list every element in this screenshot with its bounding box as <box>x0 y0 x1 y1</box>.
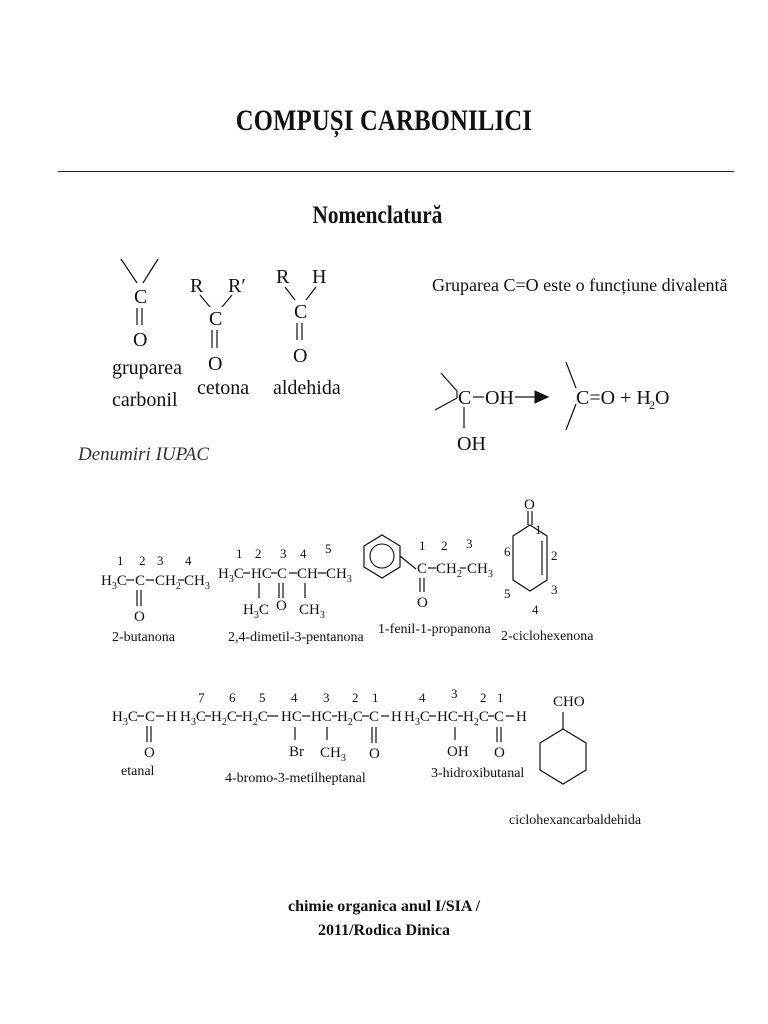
carbonyl-label-1: gruparea <box>112 357 182 379</box>
svg-text:CH2: $CH_2$ <box>436 561 462 580</box>
svg-text:H2C: $H_2C$ <box>463 709 489 728</box>
svg-text:H2C: $H_2C$ <box>337 709 363 728</box>
butanone-structure <box>101 553 210 645</box>
svg-text:R: R <box>276 266 290 288</box>
footer-line-1: chimie organica anul I/SIA / <box>287 898 481 915</box>
svg-text:4: 4 <box>291 690 298 705</box>
phenylpropanone-structure <box>364 535 493 637</box>
svg-text:C: C <box>369 709 380 725</box>
svg-text:O: O <box>524 497 535 513</box>
svg-text:C: C <box>417 561 428 577</box>
svg-text:3: 3 <box>551 582 558 597</box>
cyclohexenone-structure <box>501 497 594 644</box>
hydroxybutanal-structure <box>404 686 527 781</box>
svg-text:H: H <box>166 709 177 725</box>
bromomethylheptanal-structure <box>180 690 402 786</box>
svg-text:H2C: $H_2C$ <box>242 709 268 728</box>
svg-text:CH3: $CH_3$ <box>320 745 346 764</box>
svg-text:O: O <box>133 329 148 351</box>
svg-text:C: C <box>145 709 156 725</box>
svg-text:HC: HC <box>437 709 458 725</box>
section-heading: Nomenclatură <box>312 202 443 229</box>
svg-text:O: O <box>655 387 670 409</box>
svg-text:CH3: $CH_3$ <box>299 602 325 621</box>
page-title: COMPUȘI CARBONILICI <box>235 104 533 137</box>
svg-text:2: 2 <box>441 538 448 553</box>
ethanal-structure <box>112 709 177 779</box>
cyclohexane-ring-icon <box>540 729 586 784</box>
svg-text:C: C <box>209 308 223 330</box>
ketone-structure <box>190 275 249 399</box>
svg-text:H3C: $H_3C$ <box>404 709 430 728</box>
svg-text:2: 2 <box>352 690 359 705</box>
svg-text:1: 1 <box>117 553 124 568</box>
svg-text:1: 1 <box>419 538 426 553</box>
svg-text:6: 6 <box>504 544 511 559</box>
svg-text:4: 4 <box>419 690 426 705</box>
svg-text:CH3: $CH_3$ <box>326 566 352 585</box>
svg-text:HC: HC <box>311 709 332 725</box>
svg-text:3: 3 <box>466 536 473 551</box>
svg-text:O: O <box>276 598 287 614</box>
benzene-ring-icon <box>364 535 400 578</box>
svg-text:7: 7 <box>198 690 205 705</box>
svg-text:OH: OH <box>447 744 469 760</box>
svg-text:H2C: $H_2C$ <box>211 709 237 728</box>
svg-text:CH3: $CH_3$ <box>184 573 210 592</box>
svg-text:1: 1 <box>372 690 379 705</box>
svg-text:1: 1 <box>497 690 504 705</box>
svg-text:H: H <box>391 709 402 725</box>
svg-text:C: C <box>494 709 505 725</box>
svg-text:C: C <box>458 387 472 409</box>
svg-text:H: H <box>312 266 327 288</box>
svg-text:C: C <box>277 566 288 582</box>
svg-text:Br: Br <box>289 744 304 760</box>
bromomethylheptanal-name: 4-bromo-3-metilheptanal <box>225 771 366 786</box>
svg-text:O: O <box>208 353 223 375</box>
svg-text:O: O <box>144 745 155 761</box>
butanone-name: 2-butanona <box>112 630 175 645</box>
hydroxybutanal-name: 3-hidroxibutanal <box>431 766 525 781</box>
svg-text:C: C <box>134 286 148 308</box>
carbonyl-label-2: carbonil <box>112 389 178 411</box>
svg-text:1: 1 <box>535 522 542 537</box>
aldehyde-structure <box>273 266 341 399</box>
svg-text:CH: CH <box>297 566 318 582</box>
svg-text:H3C: $H_3C$ <box>101 573 127 592</box>
svg-text:H3C: $H_3C$ <box>218 566 244 585</box>
svg-text:5: 5 <box>504 586 511 601</box>
iupac-heading: Denumiri IUPAC <box>78 444 210 465</box>
svg-text:2: 2 <box>649 398 655 412</box>
gem-diol-dehydration <box>435 362 669 455</box>
ethanal-name: etanal <box>121 764 155 779</box>
svg-text:2: 2 <box>551 548 558 563</box>
divalent-note: Gruparea C=O este o funcțiune divalentă <box>432 275 728 295</box>
svg-text:3: 3 <box>157 553 164 568</box>
svg-text:HC: HC <box>281 709 302 725</box>
svg-text:O: O <box>134 609 145 625</box>
svg-text:3: 3 <box>323 690 330 705</box>
phenylpropanone-name: 1-fenil-1-propanona <box>378 622 491 637</box>
svg-text:3: 3 <box>451 686 458 701</box>
reaction-arrow-icon <box>535 391 548 403</box>
svg-text:5: 5 <box>259 690 266 705</box>
svg-text:HC: HC <box>251 566 272 582</box>
cyclohexanecarbaldehyde-name: ciclohexancarbaldehida <box>509 813 642 828</box>
svg-text:H3C: $H_3C$ <box>112 709 138 728</box>
svg-text:OH: OH <box>485 387 514 409</box>
svg-text:C: C <box>294 301 308 323</box>
svg-text:CH2: $CH_2$ <box>155 573 181 592</box>
svg-text:O: O <box>293 345 308 367</box>
svg-text:CHO: CHO <box>553 694 585 710</box>
svg-text:R′: R′ <box>228 275 246 297</box>
footer-line-2: 2011/Rodica Dinica <box>317 922 450 939</box>
svg-text:O: O <box>494 745 505 761</box>
svg-text:R: R <box>190 275 204 297</box>
svg-text:H3C: $H_3C$ <box>180 709 206 728</box>
svg-text:CH3: $CH_3$ <box>467 561 493 580</box>
ketone-label: cetona <box>197 377 250 399</box>
aldehyde-label: aldehida <box>273 377 341 399</box>
svg-text:C=O + H: C=O + H <box>576 387 651 409</box>
svg-text:OH: OH <box>457 433 486 455</box>
cyclohexanecarbaldehyde-structure <box>509 694 642 828</box>
svg-text:2: 2 <box>139 553 146 568</box>
dimethylpentanone-structure <box>218 541 364 645</box>
cyclohexenone-name: 2-ciclohexenona <box>501 629 594 644</box>
svg-text:O: O <box>417 595 428 611</box>
svg-text:H3C: $H_3C$ <box>243 602 269 621</box>
dimethylpentanone-name: 2,4-dimetil-3-pentanona <box>228 630 364 645</box>
carbonyl-group-structure <box>112 259 182 411</box>
svg-text:2: 2 <box>255 546 262 561</box>
svg-text:4: 4 <box>300 546 307 561</box>
svg-text:6: 6 <box>229 690 236 705</box>
svg-text:C: C <box>135 573 146 589</box>
svg-text:1: 1 <box>236 546 243 561</box>
svg-text:3: 3 <box>280 546 287 561</box>
svg-text:4: 4 <box>185 553 192 568</box>
svg-text:5: 5 <box>325 541 332 556</box>
svg-text:O: O <box>369 746 380 762</box>
svg-text:2: 2 <box>480 690 487 705</box>
svg-text:H: H <box>516 709 527 725</box>
svg-text:4: 4 <box>532 602 539 617</box>
